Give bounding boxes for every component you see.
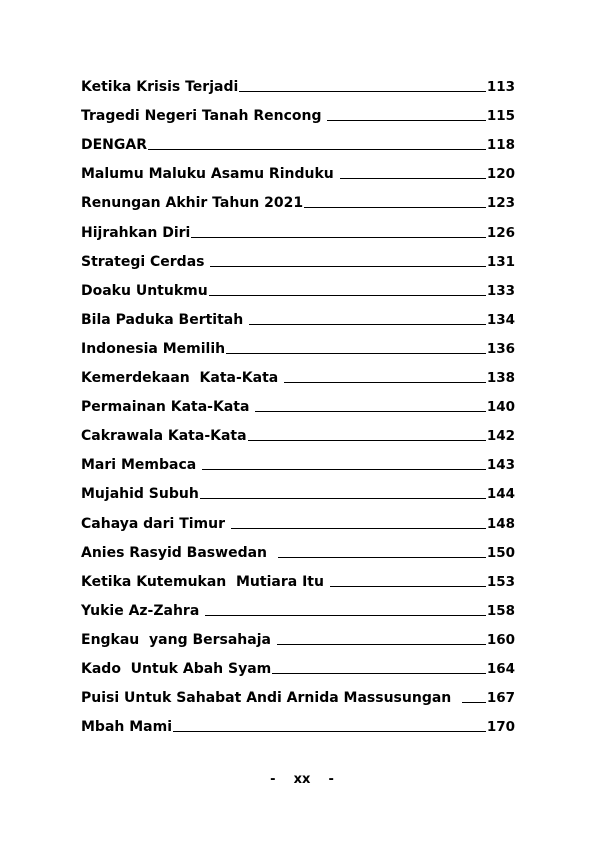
toc-entry-title: Cakrawala Kata-Kata <box>81 428 247 445</box>
toc-entry-page-number: 131 <box>486 253 515 270</box>
toc-entry <box>81 621 515 650</box>
toc-entry-page-number: 143 <box>486 457 515 474</box>
toc-entry-title: Mbah Mami <box>81 719 173 736</box>
toc-entry <box>81 184 515 213</box>
toc-entry-page-number: 126 <box>486 224 515 241</box>
toc-leader-line <box>210 266 485 267</box>
toc-entry-title: Anies Rasyid Baswedan <box>81 544 277 561</box>
toc-entry <box>81 388 515 417</box>
toc-entry-title: Cahaya dari Timur <box>81 515 230 532</box>
toc-entry-title: Malumu Maluku Asamu Rinduku <box>81 166 339 183</box>
toc-leader-line <box>209 295 486 296</box>
toc-entry <box>81 359 515 388</box>
toc-entry-page-number: 118 <box>486 137 515 154</box>
toc-entry <box>81 155 515 184</box>
toc-leader-line <box>148 149 486 150</box>
toc-entry-title: Yukie Az-Zahra <box>81 602 205 619</box>
toc-entry-title: Puisi Untuk Sahabat Andi Arnida Massusungan <box>81 690 461 707</box>
toc-entry-title: Tragedi Negeri Tanah Rencong <box>81 108 327 125</box>
toc-entry <box>81 563 515 592</box>
toc-entry-page-number: 150 <box>486 544 515 561</box>
toc-entry <box>81 417 515 446</box>
toc-entry <box>81 68 515 97</box>
toc-entry-page-number: 158 <box>486 602 515 619</box>
toc-leader-line <box>284 382 486 383</box>
toc-entry-page-number: 138 <box>486 370 515 387</box>
toc-entry-title: Indonesia Memilih <box>81 340 226 357</box>
toc-leader-line <box>304 207 486 208</box>
toc-leader-line <box>330 586 486 587</box>
toc-entry-page-number: 115 <box>486 108 515 125</box>
toc-leader-line <box>205 615 486 616</box>
toc-entry-page-number: 167 <box>486 690 515 707</box>
toc-entry-title: Kado Untuk Abah Syam <box>81 660 272 677</box>
toc-leader-line <box>248 440 486 441</box>
toc-entry <box>81 272 515 301</box>
toc-entry-page-number: 148 <box>486 515 515 532</box>
toc-entry <box>81 213 515 242</box>
toc-entry-title: Mari Membaca <box>81 457 202 474</box>
toc-entry <box>81 504 515 533</box>
toc-entry-page-number: 164 <box>486 660 515 677</box>
toc-leader-line <box>226 353 486 354</box>
toc-entry-title: Strategi Cerdas <box>81 253 210 270</box>
toc-leader-line <box>173 731 486 732</box>
toc-entry-title: Kemerdekaan Kata-Kata <box>81 370 284 387</box>
toc-entry <box>81 475 515 504</box>
toc-entry-page-number: 142 <box>486 428 515 445</box>
toc-entry-page-number: 133 <box>486 282 515 299</box>
toc-entry-title: Hijrahkan Diri <box>81 224 191 241</box>
toc-entry <box>81 650 515 679</box>
toc-leader-line <box>272 673 486 674</box>
toc-entry-title: Ketika Krisis Terjadi <box>81 79 239 96</box>
toc-entry-title: Doaku Untukmu <box>81 282 208 299</box>
toc-entry-page-number: 113 <box>486 79 515 96</box>
toc-entry-page-number: 144 <box>486 486 515 503</box>
toc-entry-title: Bila Paduka Bertitah <box>81 311 249 328</box>
toc-leader-line <box>278 557 486 558</box>
toc-entry <box>81 243 515 272</box>
toc-entry-title: Mujahid Subuh <box>81 486 199 503</box>
toc-entry-page-number: 120 <box>486 166 515 183</box>
toc-leader-line <box>191 237 485 238</box>
toc-entry-page-number: 160 <box>486 631 515 648</box>
toc-entry-page-number: 123 <box>486 195 515 212</box>
toc-leader-line <box>239 91 486 92</box>
toc-leader-line <box>255 411 486 412</box>
toc-entry <box>81 534 515 563</box>
toc-leader-line <box>327 120 485 121</box>
toc-entry-page-number: 153 <box>486 573 515 590</box>
toc-entry <box>81 97 515 126</box>
toc-entry-page-number: 136 <box>486 340 515 357</box>
toc-entry <box>81 126 515 155</box>
toc-entry <box>81 330 515 359</box>
toc-leader-line <box>277 644 486 645</box>
toc-entry-title: Permainan Kata-Kata <box>81 399 255 416</box>
toc-entry <box>81 679 515 708</box>
toc-entry-title: Engkau yang Bersahaja <box>81 631 276 648</box>
toc-entry <box>81 592 515 621</box>
toc-entry-title: DENGAR <box>81 137 148 154</box>
toc-leader-line <box>462 702 486 703</box>
toc-entry <box>81 708 515 737</box>
toc-leader-line <box>340 178 486 179</box>
toc-leader-line <box>231 528 486 529</box>
table-of-contents <box>81 68 515 737</box>
page-number-footer: - xx - <box>270 772 334 787</box>
toc-entry <box>81 301 515 330</box>
toc-entry-title: Renungan Akhir Tahun 2021 <box>81 195 304 212</box>
toc-entry <box>81 446 515 475</box>
toc-leader-line <box>249 324 486 325</box>
toc-entry-page-number: 140 <box>486 399 515 416</box>
toc-entry-title: Ketika Kutemukan Mutiara Itu <box>81 573 329 590</box>
toc-leader-line <box>200 498 486 499</box>
toc-leader-line <box>202 469 486 470</box>
toc-entry-page-number: 170 <box>486 719 515 736</box>
toc-entry-page-number: 134 <box>486 311 515 328</box>
